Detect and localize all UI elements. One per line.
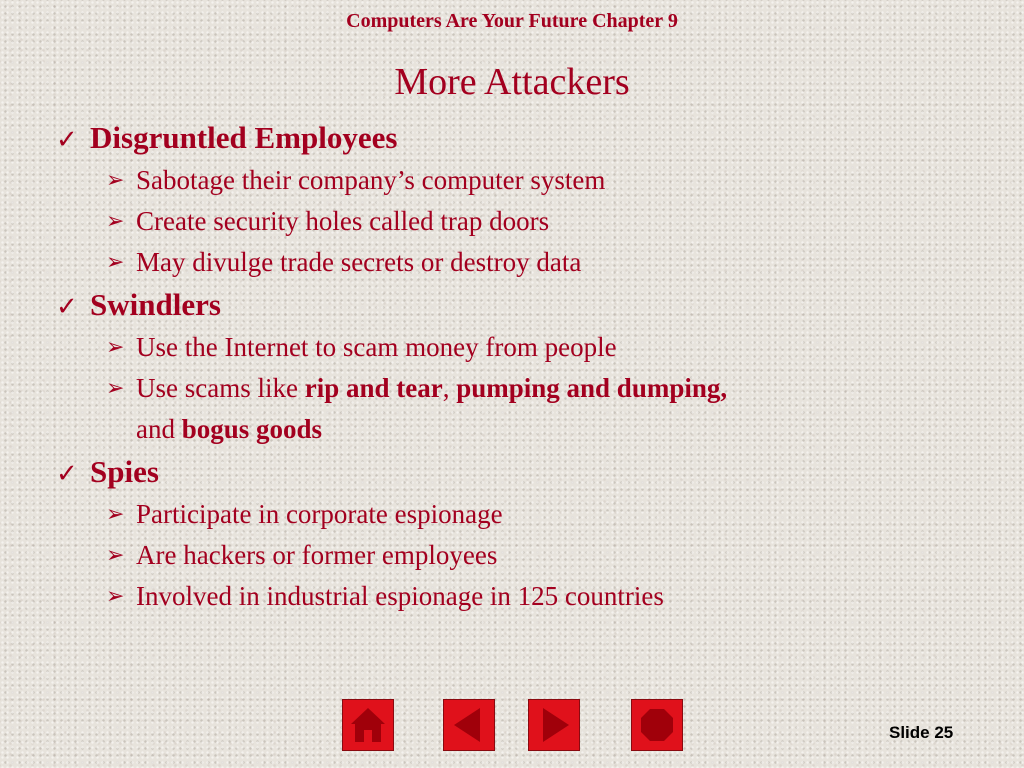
arrow-bullet-icon: ➢ [106,376,125,401]
checkmark-icon: ✓ [56,459,78,489]
arrow-bullet-icon: ➢ [106,335,125,360]
bullet-item [56,576,956,617]
previous-icon [444,700,494,750]
bullet-item [56,494,956,535]
next-slide-button[interactable] [528,699,580,751]
bullet-item [56,535,956,576]
heading-label: Disgruntled Employees [90,120,398,155]
text-run: and [136,414,182,444]
bullet-item [56,201,956,242]
previous-slide-button[interactable] [443,699,495,751]
bullet-text: Use the Internet to scam money from people [136,332,617,362]
heading-spies [56,450,956,494]
bullet-text: Are hackers or former employees [136,540,498,570]
bullet-item-scams [56,368,956,450]
bullet-item [56,327,956,368]
text-run: , [442,373,457,403]
header-title: Computers Are Your Future Chapter 9 [346,10,678,32]
slide-number: Slide 25 [889,723,954,742]
heading-label: Swindlers [90,287,221,322]
arrow-bullet-icon: ➢ [106,168,125,193]
home-button[interactable] [342,699,394,751]
end-icon [632,700,682,750]
arrow-bullet-icon: ➢ [106,584,125,609]
bullet-item [56,160,956,201]
bullet-text: Participate in corporate espionage [136,499,503,529]
checkmark-icon: ✓ [56,125,78,155]
bullet-text: Involved in industrial espionage in 125 countries [136,581,664,611]
next-icon [529,700,579,750]
slide-content [56,116,956,617]
bullet-text [136,368,727,450]
heading-label: Spies [90,454,159,489]
slide-title: More Attackers [394,61,630,103]
arrow-bullet-icon: ➢ [106,502,125,527]
bullet-text: May divulge trade secrets or destroy data [136,247,582,277]
bullet-text: Create security holes called trap doors [136,206,550,236]
term-pumping-and-dumping: pumping and dumping, [456,373,728,403]
arrow-bullet-icon: ➢ [106,543,125,568]
arrow-bullet-icon: ➢ [106,209,125,234]
term-rip-and-tear: rip and tear [304,373,443,403]
bullet-item [56,242,956,283]
text-run: Use scams like [136,373,305,403]
end-show-button[interactable] [631,699,683,751]
home-icon [343,700,393,750]
heading-disgruntled-employees [56,116,956,160]
heading-swindlers [56,283,956,327]
arrow-bullet-icon: ➢ [106,250,125,275]
bullet-text: Sabotage their company’s computer system [136,165,606,195]
term-bogus-goods: bogus goods [181,414,323,444]
checkmark-icon: ✓ [56,292,78,322]
